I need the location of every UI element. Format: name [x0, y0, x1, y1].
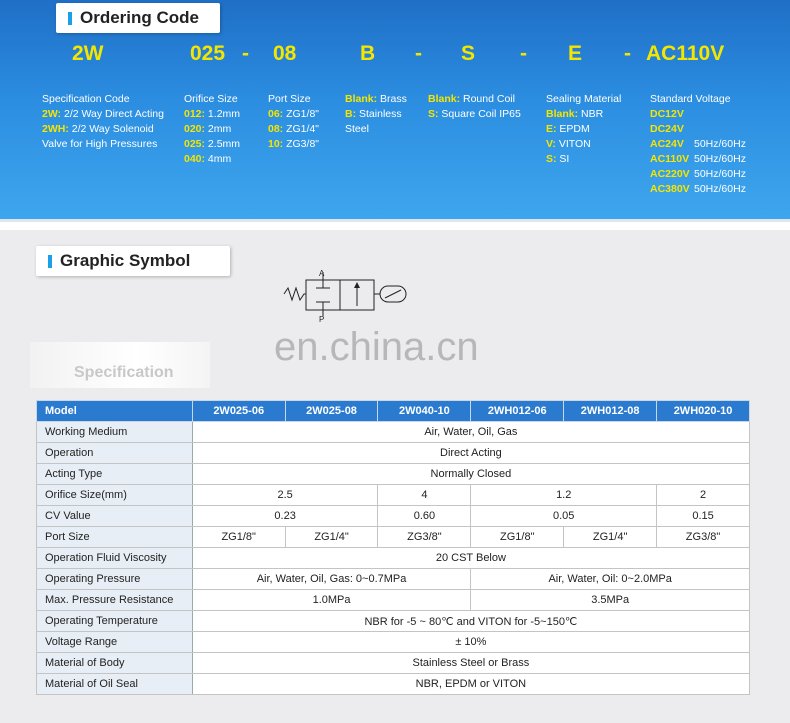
table-cell: ZG1/4"	[564, 527, 657, 548]
table-cell: 2.5	[192, 485, 378, 506]
row-label: Max. Pressure Resistance	[37, 590, 193, 611]
header-cell: 2WH020-10	[657, 401, 750, 422]
desc-value: 2.5mm	[205, 138, 241, 150]
row-label: Port Size	[37, 527, 193, 548]
desc-key: 012:	[184, 108, 206, 120]
watermark: en.china.cn	[274, 325, 479, 369]
desc-key: 020:	[184, 123, 206, 135]
header-cell: Model	[37, 401, 193, 422]
specification-table	[36, 400, 750, 695]
table-cell: ZG1/8"	[192, 527, 285, 548]
table-cell: 0.05	[471, 506, 657, 527]
code-dash: -	[624, 42, 631, 65]
coil-desc	[428, 92, 521, 122]
row-label: Operating Pressure	[37, 569, 193, 590]
table-cell: Air, Water, Oil: 0~2.0MPa	[471, 569, 750, 590]
desc-value: 50Hz/60Hz	[694, 153, 746, 165]
desc-value: 2/2 Way Solenoid	[68, 123, 154, 135]
voltage-desc	[650, 92, 746, 197]
desc-key: AC220V	[650, 168, 690, 180]
code-spec: 2W	[72, 42, 104, 65]
row-label: Operating Temperature	[37, 611, 193, 632]
header-cell: 2W025-06	[192, 401, 285, 422]
desc-value: 2mm	[205, 123, 232, 135]
row-label: Working Medium	[37, 422, 193, 443]
desc-value: 2/2 Way Direct Acting	[61, 108, 164, 120]
desc-key: Blank:	[428, 93, 461, 105]
desc-value: ZG3/8"	[283, 138, 320, 150]
code-body: B	[360, 42, 376, 65]
desc-value: Round Coil	[460, 93, 515, 105]
code-dash: -	[242, 42, 249, 65]
desc-value: VITON	[555, 138, 591, 150]
spec-code-heading: Specification Code	[42, 93, 130, 105]
desc-value: ZG1/8"	[283, 108, 320, 120]
desc-key: AC110V	[650, 153, 690, 165]
orifice-heading: Orifice Size	[184, 93, 238, 105]
table-cell: 20 CST Below	[192, 548, 749, 569]
desc-key: AC24V	[650, 138, 684, 150]
seal-desc	[546, 92, 621, 167]
row-label: Operation Fluid Viscosity	[37, 548, 193, 569]
desc-key: E:	[546, 123, 557, 135]
desc-key: DC12V	[650, 108, 684, 120]
table-cell: ZG1/8"	[471, 527, 564, 548]
ordering-code-title: Ordering Code	[80, 8, 200, 27]
table-cell: ZG3/8"	[657, 527, 750, 548]
table-row	[37, 632, 750, 653]
tab-bar-icon	[48, 255, 52, 268]
desc-key: 025:	[184, 138, 206, 150]
table-cell: Stainless Steel or Brass	[192, 653, 749, 674]
table-cell: Air, Water, Oil, Gas: 0~0.7MPa	[192, 569, 471, 590]
header-cell: 2W040-10	[378, 401, 471, 422]
desc-key: 06:	[268, 108, 284, 120]
header-cell: 2WH012-08	[564, 401, 657, 422]
desc-key: 10:	[268, 138, 284, 150]
table-row	[37, 485, 750, 506]
code-row	[0, 42, 790, 72]
code-coil: S	[461, 42, 476, 65]
desc-key: 2WH:	[42, 123, 69, 135]
body-desc	[345, 92, 407, 137]
port-a-label: A	[319, 269, 325, 278]
desc-value: 50Hz/60Hz	[694, 138, 746, 150]
desc-value: 4mm	[205, 153, 232, 165]
desc-key: 2W:	[42, 108, 62, 120]
desc-value: ZG1/4"	[283, 123, 320, 135]
desc-key: 08:	[268, 123, 284, 135]
table-cell: ZG1/4"	[285, 527, 378, 548]
table-cell: ± 10%	[192, 632, 749, 653]
ordering-code-panel	[0, 0, 790, 222]
table-cell: 0.15	[657, 506, 750, 527]
desc-value: 50Hz/60Hz	[694, 168, 746, 180]
desc-value: 50Hz/60Hz	[694, 183, 746, 195]
graphic-symbol-title: Graphic Symbol	[60, 251, 191, 270]
row-label: CV Value	[37, 506, 193, 527]
table-row	[37, 653, 750, 674]
ordering-code-tab	[56, 3, 220, 33]
header-cell: 2W025-08	[285, 401, 378, 422]
code-dash: -	[415, 42, 422, 65]
table-header-row	[37, 401, 750, 422]
row-label: Material of Body	[37, 653, 193, 674]
row-label: Material of Oil Seal	[37, 674, 193, 695]
table-row	[37, 590, 750, 611]
table-cell: 0.23	[192, 506, 378, 527]
table-cell: 3.5MPa	[471, 590, 750, 611]
orifice-desc	[184, 92, 240, 167]
desc-key: Blank:	[345, 93, 378, 105]
table-row	[37, 527, 750, 548]
port-p-label: P	[319, 315, 325, 322]
desc-key: DC24V	[650, 123, 684, 135]
table-row	[37, 506, 750, 527]
desc-value: NBR	[578, 108, 604, 120]
port-heading: Port Size	[268, 93, 311, 105]
desc-key: V:	[546, 138, 556, 150]
voltage-heading: Standard Voltage	[650, 93, 731, 105]
row-label: Operation	[37, 443, 193, 464]
table-cell: 1.2	[471, 485, 657, 506]
row-label: Orifice Size(mm)	[37, 485, 193, 506]
table-cell: 0.60	[378, 506, 471, 527]
table-row	[37, 443, 750, 464]
desc-key: 040:	[184, 153, 206, 165]
table-row	[37, 569, 750, 590]
table-row	[37, 422, 750, 443]
spec-code-desc	[42, 92, 164, 152]
table-row	[37, 464, 750, 485]
desc-key: S:	[546, 153, 557, 165]
table-cell: Normally Closed	[192, 464, 749, 485]
header-cell: 2WH012-06	[471, 401, 564, 422]
specification-title: Specification	[74, 364, 174, 381]
desc-value: Brass	[377, 93, 407, 105]
seal-heading: Sealing Material	[546, 93, 622, 105]
desc-value: Stainless	[356, 108, 402, 120]
row-label: Voltage Range	[37, 632, 193, 653]
table-cell: NBR, EPDM or VITON	[192, 674, 749, 695]
graphic-symbol-tab	[36, 246, 230, 276]
code-voltage: AC110V	[646, 42, 725, 65]
desc-value: Square Coil IP65	[438, 108, 521, 120]
desc-key: S:	[428, 108, 439, 120]
row-label: Acting Type	[37, 464, 193, 485]
desc-value: Valve for High Pressures	[42, 138, 158, 150]
table-cell: 2	[657, 485, 750, 506]
table-row	[37, 548, 750, 569]
valve-symbol-icon	[282, 266, 412, 322]
code-port: 08	[273, 42, 297, 65]
table-row	[37, 674, 750, 695]
table-cell: ZG3/8"	[378, 527, 471, 548]
table-cell: Direct Acting	[192, 443, 749, 464]
code-orifice: 025	[190, 42, 226, 65]
table-cell: 1.0MPa	[192, 590, 471, 611]
desc-key: Blank:	[546, 108, 579, 120]
code-seal: E	[568, 42, 583, 65]
desc-value: SI	[556, 153, 570, 165]
table-cell: Air, Water, Oil, Gas	[192, 422, 749, 443]
desc-key: AC380V	[650, 183, 690, 195]
desc-value: EPDM	[556, 123, 590, 135]
port-desc	[268, 92, 319, 152]
desc-value: 1.2mm	[205, 108, 241, 120]
code-dash: -	[520, 42, 527, 65]
tab-bar-icon	[68, 12, 72, 25]
desc-key: B:	[345, 108, 357, 120]
table-row	[37, 611, 750, 632]
table-cell: 4	[378, 485, 471, 506]
table-cell: NBR for -5 ~ 80℃ and VITON for -5~150℃	[192, 611, 749, 632]
desc-value: Steel	[345, 123, 369, 135]
